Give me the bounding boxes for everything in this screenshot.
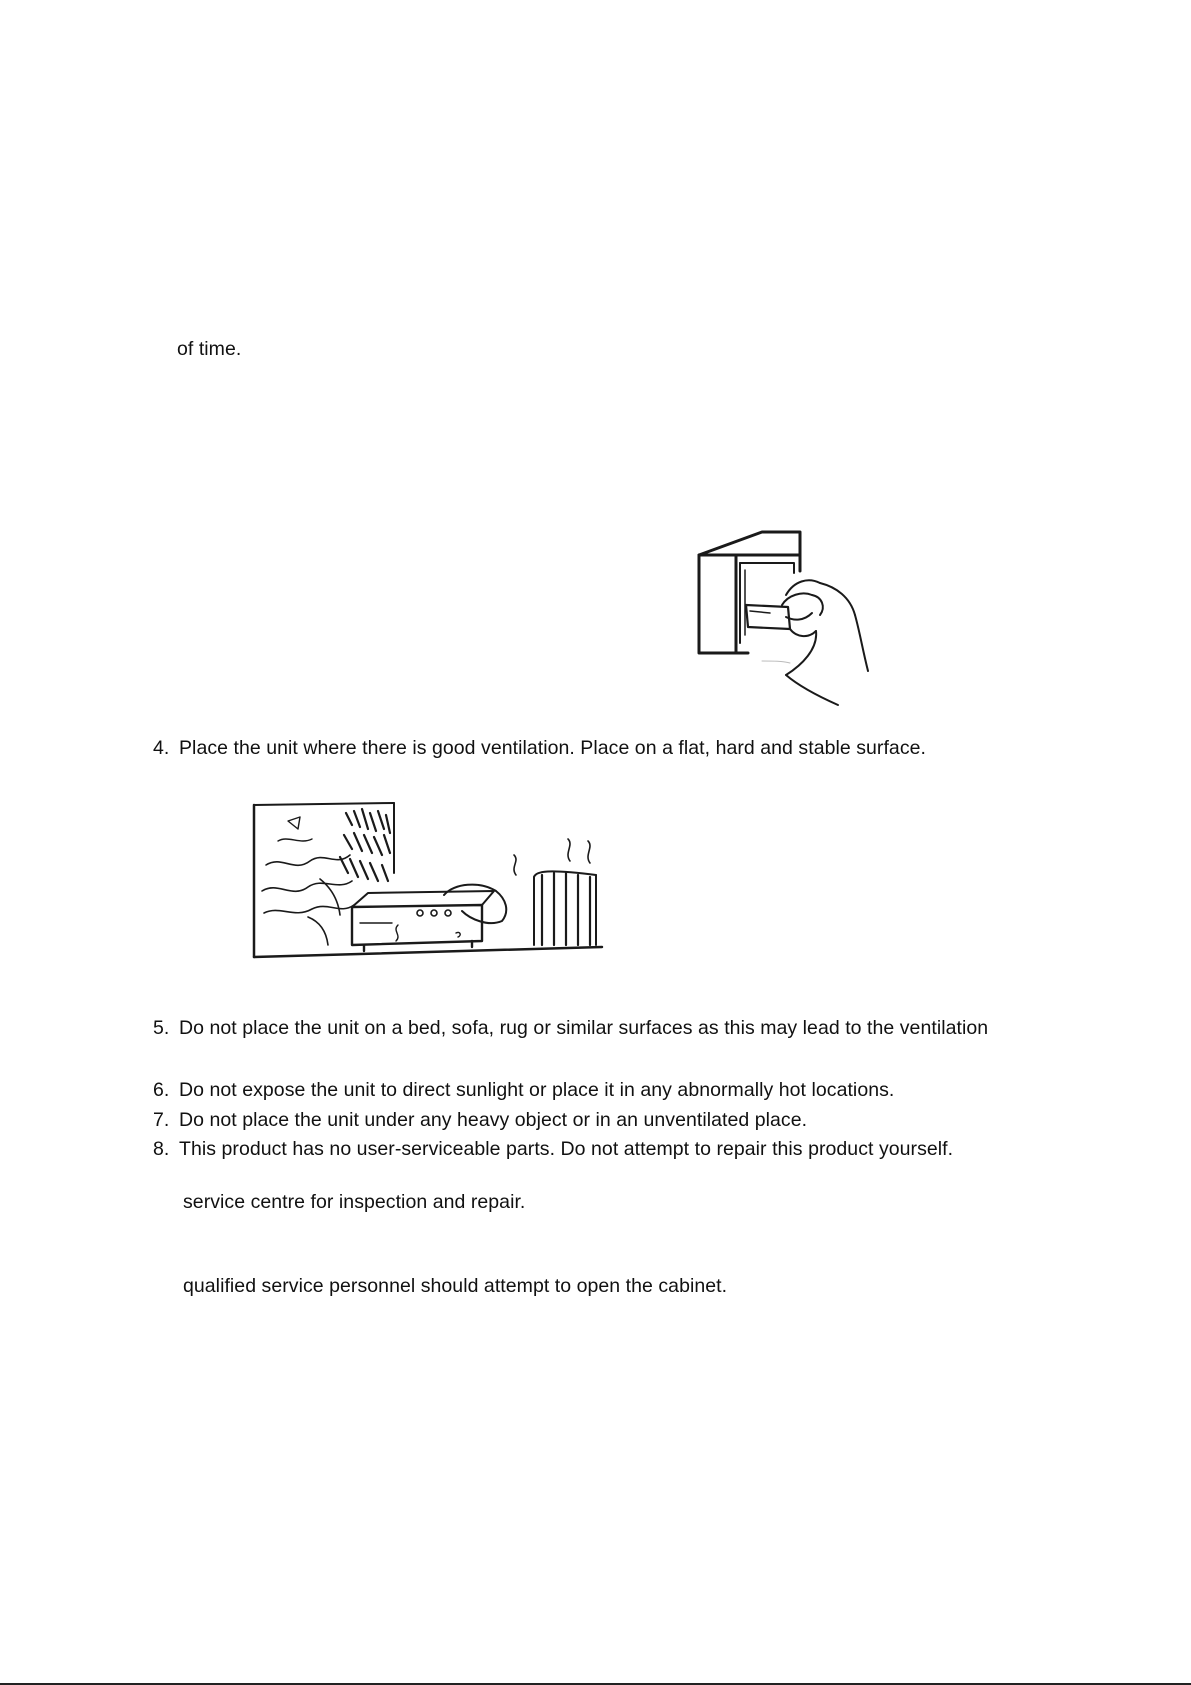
text-line-service-centre: service centre for inspection and repair. — [183, 1191, 526, 1213]
list-number: 6. — [153, 1079, 170, 1101]
list-text: Do not place the unit on a bed, sofa, rug or similar surfaces as this may lead to the ventilation — [179, 1017, 989, 1039]
list-item-4 — [153, 736, 926, 760]
list-item-8 — [153, 1137, 953, 1161]
unplug-hand-illustration — [690, 525, 880, 710]
list-number: 7. — [153, 1109, 170, 1131]
list-number: 5. — [153, 1017, 170, 1039]
list-item-5 — [153, 1016, 988, 1040]
list-number: 4. — [153, 737, 170, 759]
list-text: Place the unit where there is good ventilation. Place on a flat, hard and stable surface. — [179, 737, 926, 759]
list-text: Do not place the unit under any heavy object or in an unventilated place. — [179, 1109, 808, 1131]
list-number: 8. — [153, 1138, 170, 1160]
ventilation-illustration — [248, 795, 608, 960]
text-line-qualified-personnel: qualified service personnel should attempt to open the cabinet. — [183, 1275, 728, 1297]
text-line-of-time: of time. — [177, 338, 242, 360]
list-text: Do not expose the unit to direct sunlight or place it in any abnormally hot locations. — [179, 1079, 895, 1101]
list-item-6 — [153, 1078, 894, 1102]
list-text: This product has no user-serviceable parts. Do not attempt to repair this product yourself. — [179, 1138, 954, 1160]
list-item-7 — [153, 1108, 807, 1132]
